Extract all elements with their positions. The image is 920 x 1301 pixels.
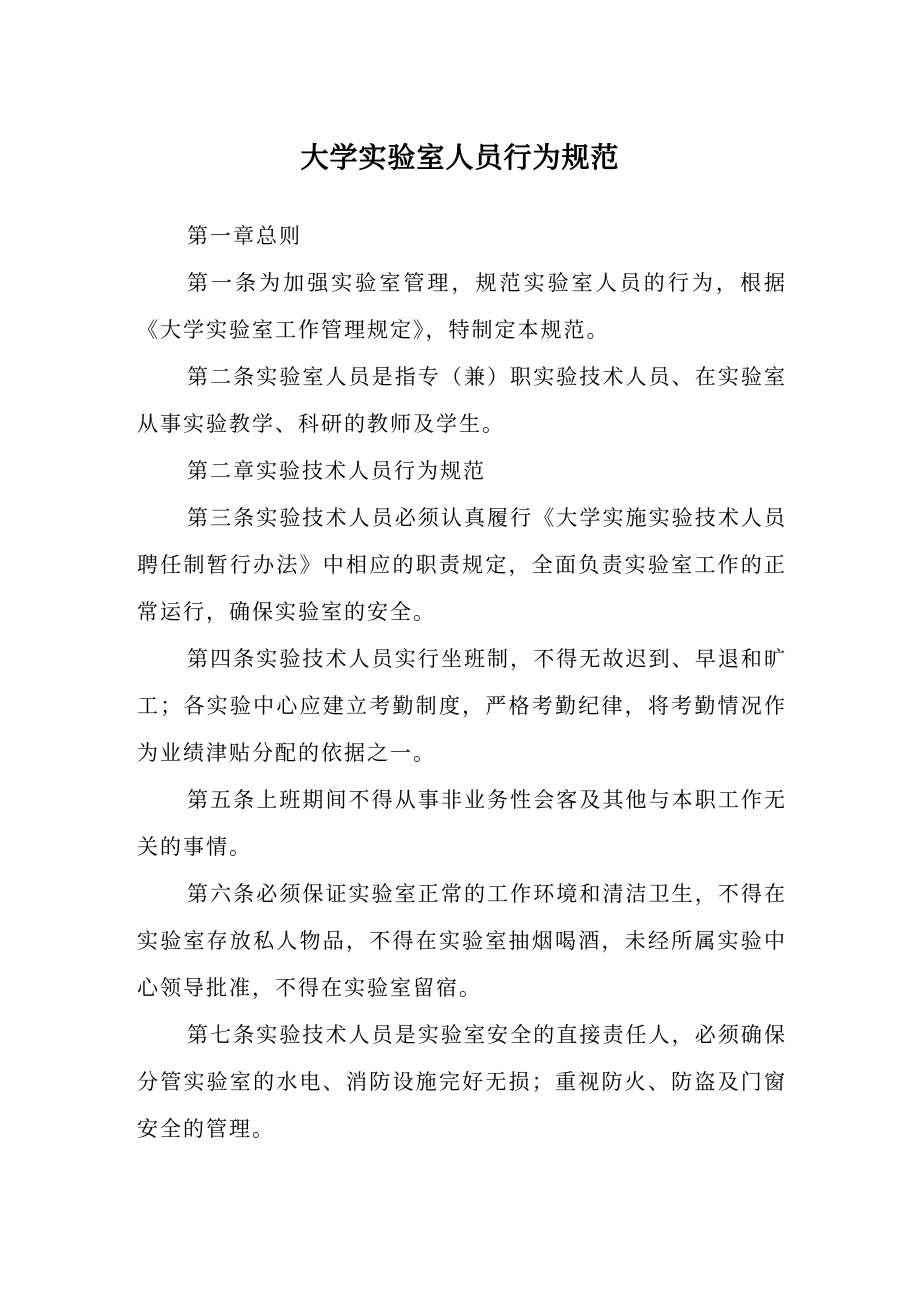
article-6: 第六条必须保证实验室正常的工作环境和清洁卫生，不得在实验室存放私人物品，不得在实验室抽烟喝酒，未经所属实验中心领导批准，不得在实验室留宿。: [137, 882, 787, 1000]
article-1: 第一条为加强实验室管理，规范实验室人员的行为，根据《大学实验室工作管理规定》，特制定本规范。: [137, 271, 787, 342]
chapter-2-heading: 第二章实验技术人员行为规范: [187, 459, 486, 483]
article-4: 第四条实验技术人员实行坐班制，不得无故迟到、早退和旷工；各实验中心应建立考勤制度，严格考勤纪律，将考勤情况作为业绩津贴分配的依据之一。: [137, 647, 787, 765]
document-body: [137, 213, 787, 1153]
article-2: 第二条实验室人员是指专（兼）职实验技术人员、在实验室从事实验教学、科研的教师及学生。: [137, 365, 787, 436]
chapter-1-heading: 第一章总则: [187, 224, 302, 248]
article-7: 第七条实验技术人员是实验室安全的直接责任人，必须确保分管实验室的水电、消防设施完好无损；重视防火、防盗及门窗安全的管理。: [137, 1023, 787, 1141]
article-3: 第三条实验技术人员必须认真履行《大学实施实验技术人员聘任制暂行办法》中相应的职责规定，全面负责实验室工作的正常运行，确保实验室的安全。: [137, 506, 787, 624]
article-5: 第五条上班期间不得从事非业务性会客及其他与本职工作无关的事情。: [137, 788, 787, 859]
document-title: 大学实验室人员行为规范: [300, 141, 620, 174]
